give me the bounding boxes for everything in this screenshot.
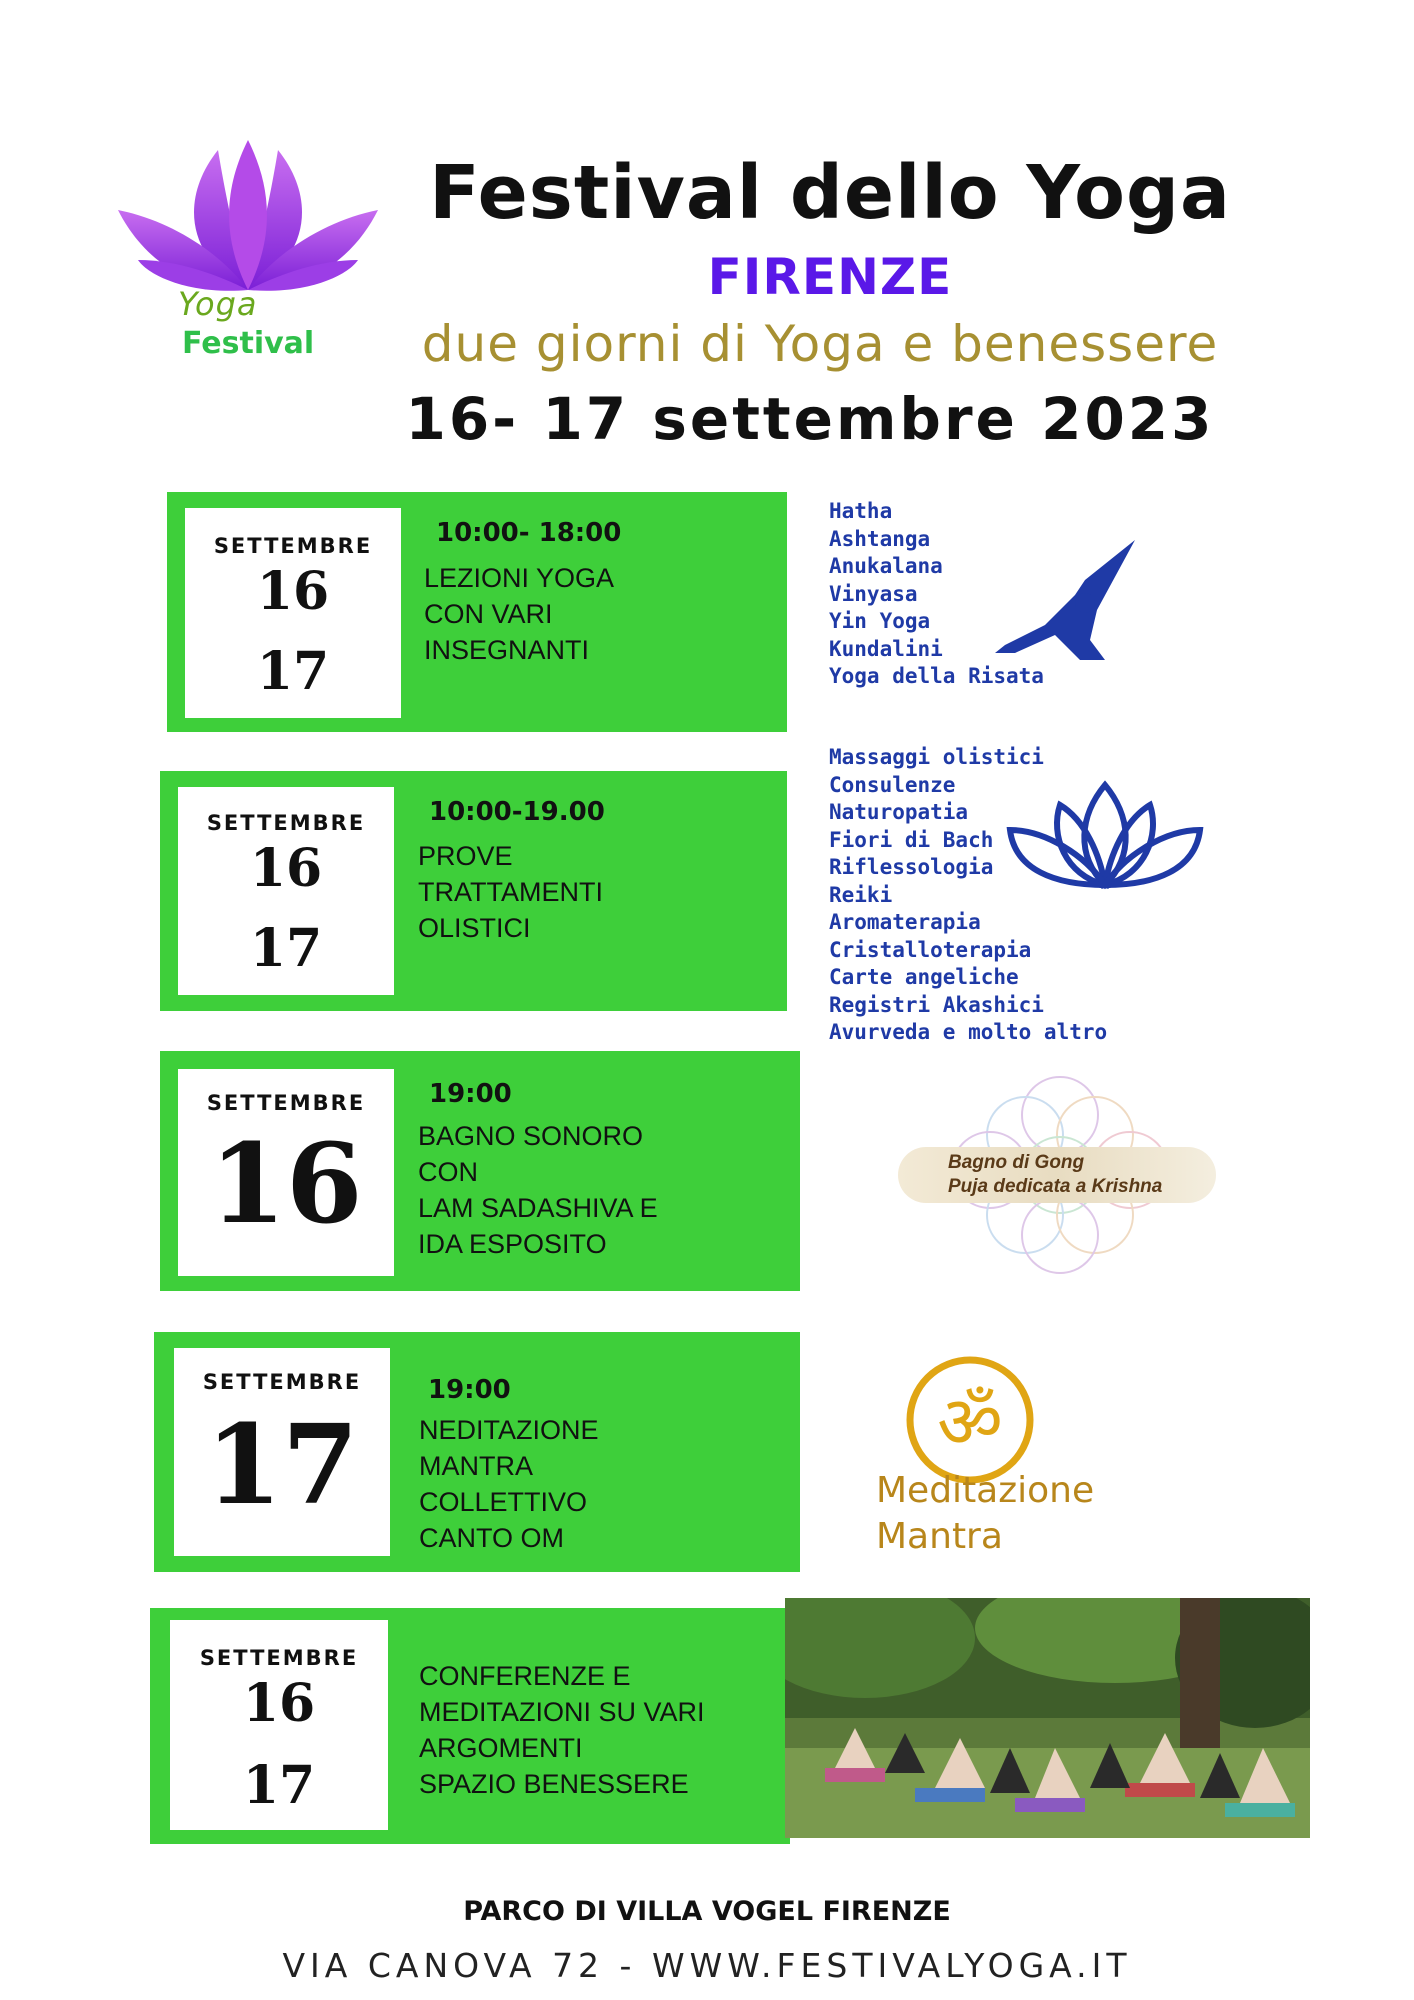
event-time: 10:00-19.00 <box>429 797 605 827</box>
day-label: 16 <box>242 1673 316 1734</box>
event-description: BAGNO SONORO CON LAM SADASHIVA E IDA ESPOSITO <box>418 1121 658 1259</box>
park-yoga-photo <box>785 1598 1310 1838</box>
event-time: 19:00 <box>429 1079 512 1109</box>
day-label: 17 <box>242 1755 316 1816</box>
date-box-1 <box>185 508 401 718</box>
venue-name: PARCO DI VILLA VOGEL FIRENZE <box>463 1896 951 1927</box>
treatments-list: Massaggi olistici Consulenze Naturopatia Fiori di Bach Riflessologia Reiki Aromaterapia Cristalloterapia Carte angeliche Registri Akashici Avurveda e molto altro <box>829 745 1108 1044</box>
yoga-pose-icon <box>985 535 1145 665</box>
day-label: 16 <box>209 1119 363 1248</box>
event-description: LEZIONI YOGA CON VARI INSEGNANTI <box>424 563 615 665</box>
date-box-4 <box>174 1348 390 1556</box>
mantra-text-2: Mantra <box>876 1516 1003 1557</box>
gong-label: Bagno di Gong Puja dedicata a Krishna <box>898 1147 1216 1203</box>
day-label: 17 <box>249 918 323 979</box>
month-label: SETTEMBRE <box>213 534 373 558</box>
mantra-text-1: Meditazione <box>876 1470 1095 1511</box>
date-box-5 <box>170 1620 388 1830</box>
city-title: FIRENZE <box>707 248 953 306</box>
event-description: PROVE TRATTAMENTI OLISTICI <box>418 841 603 943</box>
month-label: SETTEMBRE <box>202 1370 362 1394</box>
yoga-styles-list: Hatha Ashtanga Anukalana Vinyasa Yin Yoga Kundalini Yoga della Risata <box>829 499 1044 688</box>
month-label: SETTEMBRE <box>199 1646 359 1670</box>
date-box-3 <box>178 1069 394 1276</box>
date-box-2 <box>178 787 394 995</box>
day-label: 16 <box>249 838 323 899</box>
lotus-outline-icon <box>1005 775 1205 895</box>
event-time: 10:00- 18:00 <box>436 518 622 548</box>
month-label: SETTEMBRE <box>206 1091 366 1115</box>
day-label: 16 <box>256 561 330 622</box>
page-title: Festival dello Yoga <box>429 150 1231 236</box>
logo-yoga-text: Yoga <box>178 285 258 323</box>
event-description: NEDITAZIONE MANTRA COLLETTIVO CANTO OM <box>419 1415 599 1553</box>
month-label: SETTEMBRE <box>206 811 366 835</box>
om-icon <box>893 1355 1048 1485</box>
event-description: CONFERENZE E MEDITAZIONI SU VARI ARGOMENTI SPAZIO BENESSERE <box>419 1661 705 1799</box>
event-time: 19:00 <box>428 1375 511 1405</box>
event-dates: 16- 17 settembre 2023 <box>405 385 1215 453</box>
day-label: 17 <box>256 641 330 702</box>
svg-text:ॐ: ॐ <box>937 1380 1003 1464</box>
venue-address: VIA CANOVA 72 - WWW.FESTIVALYOGA.IT <box>282 1946 1132 1985</box>
logo-festival-text: Festival <box>182 326 315 361</box>
subtitle: due giorni di Yoga e benessere <box>421 315 1219 373</box>
day-label: 17 <box>205 1400 359 1529</box>
